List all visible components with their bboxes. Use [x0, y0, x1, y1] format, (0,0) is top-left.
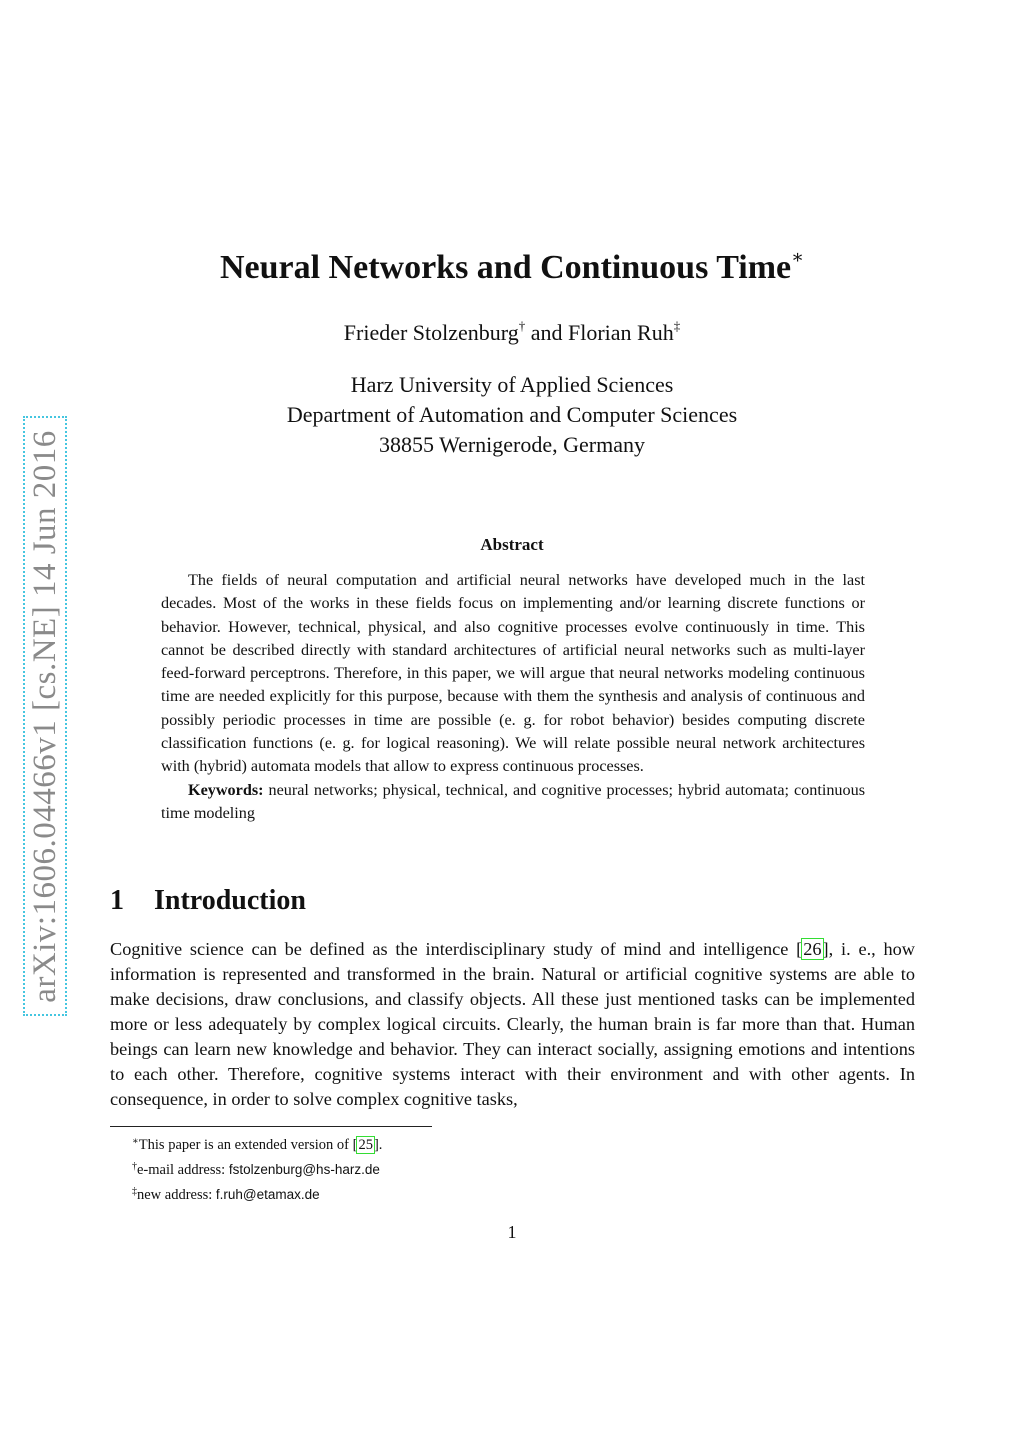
arxiv-identifier-stamp: [23, 416, 67, 1016]
intro-text-rest: ], i. e., how information is represented and transformed in the brain. Natural or artificial cognitive systems are able to make decisions, draw conclusions, and classify objects. All these just mentioned tasks can be implemented more or less adequately by complex logical circuits. Clearly, the human brain is far more than that. Human beings can learn new knowledge and behavior. They can interact socially, assigning emotions and intentions to each other. Therefore, cognitive systems interact with their environment and with other agents. In consequence, in order to solve complex cognitive tasks,: [110, 939, 915, 1109]
abstract-body: [161, 569, 870, 825]
author-name-1: Frieder Stolzenburg: [343, 320, 519, 345]
intro-text-start: Cognitive science can be defined as the interdisciplinary study of mind and intelligence [: [110, 939, 803, 959]
abstract-heading: Abstract: [480, 535, 544, 554]
footnotes-block: [132, 1131, 382, 1206]
affiliation-university: Harz University of Applied Sciences: [350, 372, 674, 397]
arxiv-identifier-text: arXiv:1606.04466v1 [cs.NE] 14 Jun 2016: [26, 429, 63, 1003]
footnote-3-mark: ‡: [132, 1186, 137, 1197]
introduction-paragraph: [110, 937, 915, 1112]
author-name-2: Florian Ruh: [567, 320, 674, 345]
keywords-label: Keywords:: [188, 780, 264, 799]
abstract-text: The fields of neural computation and artificial neural networks have developed much in the last decades. Most of the works in these fields focus on implementing and/or learning discrete functions or behavior. However, technical, physical, and also cognitive processes evolve continuously in time. This cannot be described directly with standard architectures of artificial neural networks such as multi-layer feed-forward perceptrons. Therefore, in this paper, we will argue that neural networks modeling continuous time are needed explicitly for this purpose, because with them the synthesis and analysis of continuous and possibly periodic processes in time are possible (e. g. for robot behavior) besides computing discrete classification functions (e. g. for logical reasoning). We will relate possible neural network architectures with (hybrid) automata models that allow to express continuous processes.: [161, 571, 865, 776]
author-conjunction: and: [525, 320, 568, 345]
title-footnote-mark: ∗: [791, 247, 805, 268]
footnote-2-mark: †: [132, 1161, 137, 1172]
footnote-divider: [110, 1126, 432, 1127]
citation-link-25[interactable]: 25: [358, 1137, 373, 1153]
affiliation-address: 38855 Wernigerode, Germany: [378, 432, 646, 457]
author-1-footnote-mark: †: [518, 318, 526, 333]
author-2-footnote-mark: ‡: [673, 318, 681, 333]
affiliation-block: [0, 370, 1024, 460]
footnote-3-text: new address:: [137, 1187, 216, 1203]
paper-title: [0, 246, 1024, 287]
footnote-1-end: ].: [373, 1137, 383, 1153]
footnote-1-mark: ∗: [132, 1136, 139, 1147]
footnote-3-email: f.ruh@etamax.de: [215, 1187, 320, 1202]
section-heading-introduction: [110, 885, 306, 917]
footnote-2: [132, 1156, 382, 1181]
keywords-text: neural networks; physical, technical, and cognitive processes; hybrid automata; continuous time modeling: [161, 780, 870, 822]
affiliation-department: Department of Automation and Computer Sciences: [286, 402, 738, 427]
section-number: 1: [110, 885, 124, 916]
footnote-1: [132, 1131, 382, 1156]
citation-link-26[interactable]: 26: [803, 939, 822, 959]
footnote-1-text: This paper is an extended version of [: [138, 1137, 358, 1153]
keywords-line: [161, 779, 870, 826]
author-line: [0, 318, 1024, 346]
footnote-3: [132, 1181, 382, 1206]
section-title: Introduction: [154, 885, 306, 916]
footnote-2-email: fstolzenburg@hs-harz.de: [228, 1162, 380, 1177]
page-number: 1: [507, 1222, 517, 1242]
paper-title-text: Neural Networks and Continuous Time: [219, 249, 792, 286]
footnote-2-text: e-mail address:: [137, 1162, 229, 1178]
